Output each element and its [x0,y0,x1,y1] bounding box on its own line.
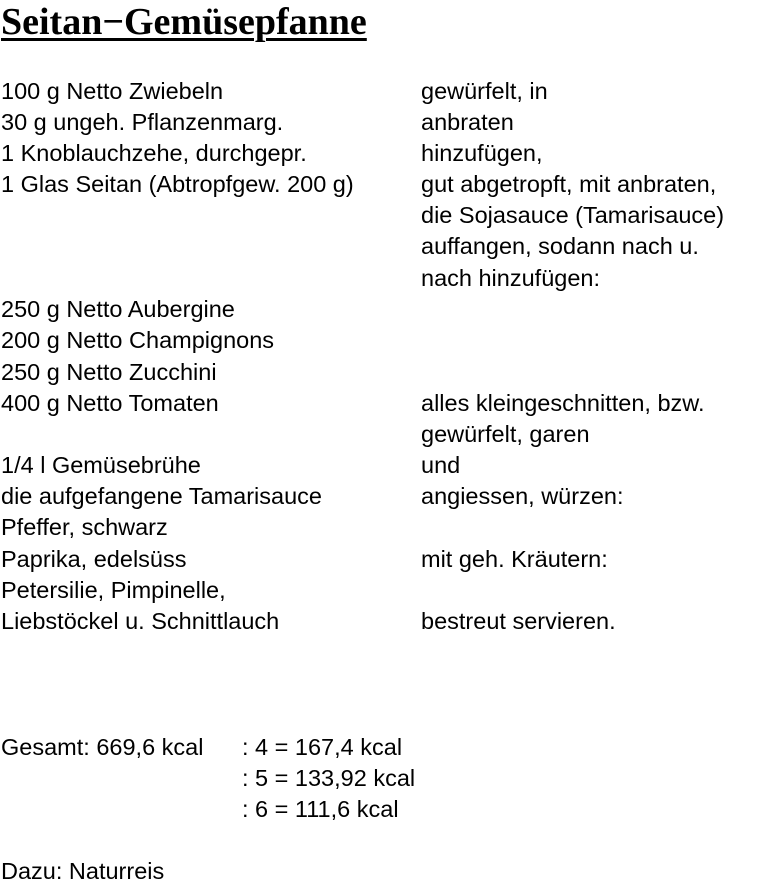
instruction-line: gewürfelt, in [421,78,548,104]
ingredient-line: 1 Knoblauchzehe, durchgepr. [1,140,307,166]
instruction-line: mit geh. Kräutern: [421,546,608,572]
instruction-line: gut abgetropft, mit anbraten, [421,171,717,197]
side-dish: Dazu: Naturreis [1,858,165,884]
instruction-line: die Sojasauce (Tamarisauce) [421,202,725,228]
instruction-line: angiessen, würzen: [421,483,624,509]
ingredient-line: 1/4 l Gemüsebrühe [1,452,201,478]
instruction-line: nach hinzufügen: [421,265,601,291]
ingredient-line: Liebstöckel u. Schnittlauch [1,608,280,634]
instruction-line: alles kleingeschnitten, bzw. [421,390,705,416]
recipe-title: Seitan−Gemüsepfanne [1,1,367,43]
ingredient-line: 400 g Netto Tomaten [1,390,219,416]
total-calories: Gesamt: 669,6 kcal [1,734,204,760]
instruction-line: gewürfelt, garen [421,421,590,447]
ingredient-line: die aufgefangene Tamarisauce [1,483,322,509]
ingredient-line: Pfeffer, schwarz [1,514,168,540]
calories-per-portion: : 6 = 111,6 kcal [242,796,399,822]
ingredient-line: 200 g Netto Champignons [1,327,275,353]
instruction-line: anbraten [421,109,514,135]
calories-per-portion: : 5 = 133,92 kcal [242,765,416,791]
ingredient-line: Paprika, edelsüss [1,546,187,572]
instruction-line: und [421,452,461,478]
ingredient-line: 100 g Netto Zwiebeln [1,78,224,104]
ingredient-line: 250 g Netto Zucchini [1,359,217,385]
calories-per-portion: : 4 = 167,4 kcal [242,734,403,760]
ingredient-line: 30 g ungeh. Pflanzenmarg. [1,109,284,135]
instruction-line: auffangen, sodann nach u. [421,233,699,259]
ingredient-line: 250 g Netto Aubergine [1,296,235,322]
ingredient-line: Petersilie, Pimpinelle, [1,577,226,603]
instruction-line: bestreut servieren. [421,608,616,634]
ingredient-line: 1 Glas Seitan (Abtropfgew. 200 g) [1,171,354,197]
instruction-line: hinzufügen, [421,140,543,166]
